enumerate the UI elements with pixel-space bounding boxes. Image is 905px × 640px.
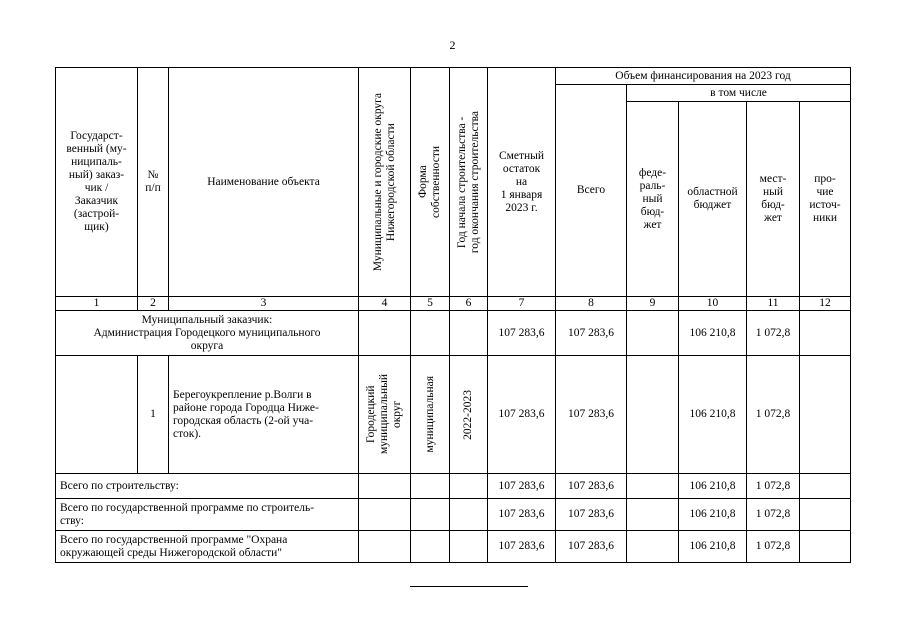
empty-cell (56, 356, 138, 474)
empty-cell (359, 499, 411, 531)
column-number-row (56, 297, 851, 311)
object-total: 107 283,6 (556, 356, 627, 474)
object-ownership-text: муниципальная (423, 376, 436, 453)
empty-cell (800, 356, 851, 474)
empty-cell (800, 531, 851, 563)
header-ownership-text: Форма собственности (417, 146, 442, 218)
empty-cell (359, 474, 411, 499)
column-number: 2 (138, 297, 169, 311)
object-regional: 106 210,8 (679, 356, 747, 474)
object-num: 1 (138, 356, 169, 474)
header-regional: областной бюджет (679, 102, 747, 297)
object-row (56, 356, 851, 474)
total-total: 107 283,6 (556, 474, 627, 499)
object-ownership (411, 356, 450, 474)
empty-cell (411, 499, 450, 531)
header-ownership (411, 68, 450, 297)
total-estimate: 107 283,6 (488, 499, 556, 531)
header-num: № п/п (138, 68, 169, 297)
header-other: про- чие источ- ники (800, 102, 851, 297)
customer-local: 1 072,8 (747, 311, 800, 356)
header-years-text: Год начала строительства - год окончания строительства (455, 110, 481, 254)
total-estimate: 107 283,6 (488, 474, 556, 499)
total-regional: 106 210,8 (679, 499, 747, 531)
total-regional: 106 210,8 (679, 531, 747, 563)
empty-cell (800, 474, 851, 499)
column-number: 8 (556, 297, 627, 311)
total-total: 107 283,6 (556, 531, 627, 563)
empty-cell (359, 531, 411, 563)
empty-cell (800, 499, 851, 531)
column-number: 9 (627, 297, 679, 311)
object-years-text: 2022-2023 (462, 389, 474, 440)
empty-cell (450, 474, 488, 499)
empty-cell (450, 499, 488, 531)
empty-cell (450, 531, 488, 563)
total-row (56, 531, 851, 563)
total-row (56, 499, 851, 531)
funding-table (55, 67, 851, 563)
total-estimate: 107 283,6 (488, 531, 556, 563)
header-estimate: Сметный остаток на 1 января 2023 г. (488, 68, 556, 297)
total-label: Всего по государственной программе по строитель- ству: (56, 499, 359, 531)
empty-cell (359, 311, 411, 356)
customer-label: Муниципальный заказчик: Администрация Городецкого муниципального округа (56, 311, 359, 356)
total-row (56, 474, 851, 499)
customer-row (56, 311, 851, 356)
total-local: 1 072,8 (747, 499, 800, 531)
footnote-separator (410, 586, 528, 587)
column-number: 7 (488, 297, 556, 311)
column-number: 10 (679, 297, 747, 311)
header-total: Всего (556, 85, 627, 297)
column-number: 1 (56, 297, 138, 311)
total-label: Всего по строительству: (56, 474, 359, 499)
customer-estimate: 107 283,6 (488, 311, 556, 356)
empty-cell (627, 531, 679, 563)
empty-cell (411, 311, 450, 356)
total-local: 1 072,8 (747, 474, 800, 499)
customer-regional: 106 210,8 (679, 311, 747, 356)
empty-cell (450, 311, 488, 356)
empty-cell (627, 356, 679, 474)
empty-cell (800, 311, 851, 356)
header-customer: Государст- венный (му- ниципаль- ный) заказ- чик / Заказчик (застрой- щик) (56, 68, 138, 297)
header-local: мест- ный бюд- жет (747, 102, 800, 297)
total-label: Всего по государственной программе "Охрана окружающей среды Нижегородской области" (56, 531, 359, 563)
header-funding-2023: Объем финансирования на 2023 год (556, 68, 851, 85)
header-municipality-text: Муниципальные и городские округа Нижегородской области (371, 92, 397, 272)
empty-cell (627, 474, 679, 499)
object-local: 1 072,8 (747, 356, 800, 474)
object-municipality (359, 356, 411, 474)
column-number: 5 (411, 297, 450, 311)
customer-total: 107 283,6 (556, 311, 627, 356)
total-total: 107 283,6 (556, 499, 627, 531)
column-number: 11 (747, 297, 800, 311)
header-years (450, 68, 488, 297)
object-years (450, 356, 488, 474)
total-regional: 106 210,8 (679, 474, 747, 499)
empty-cell (411, 474, 450, 499)
column-number: 4 (359, 297, 411, 311)
page-number: 2 (449, 38, 456, 52)
object-name: Берегоукрепление р.Волги в районе города Городца Ниже- городская область (2-ой уча- сток). (169, 356, 359, 474)
header-federal: феде- раль- ный бюд- жет (627, 102, 679, 297)
header-municipality (359, 68, 411, 297)
header-including: в том числе (627, 85, 851, 102)
empty-cell (627, 499, 679, 531)
empty-cell (411, 531, 450, 563)
column-number: 3 (169, 297, 359, 311)
column-number: 12 (800, 297, 851, 311)
object-municipality-text: Городецкий муниципальный округ (365, 374, 403, 455)
empty-cell (627, 311, 679, 356)
object-estimate: 107 283,6 (488, 356, 556, 474)
total-local: 1 072,8 (747, 531, 800, 563)
column-number: 6 (450, 297, 488, 311)
header-object-name: Наименование объекта (169, 68, 359, 297)
